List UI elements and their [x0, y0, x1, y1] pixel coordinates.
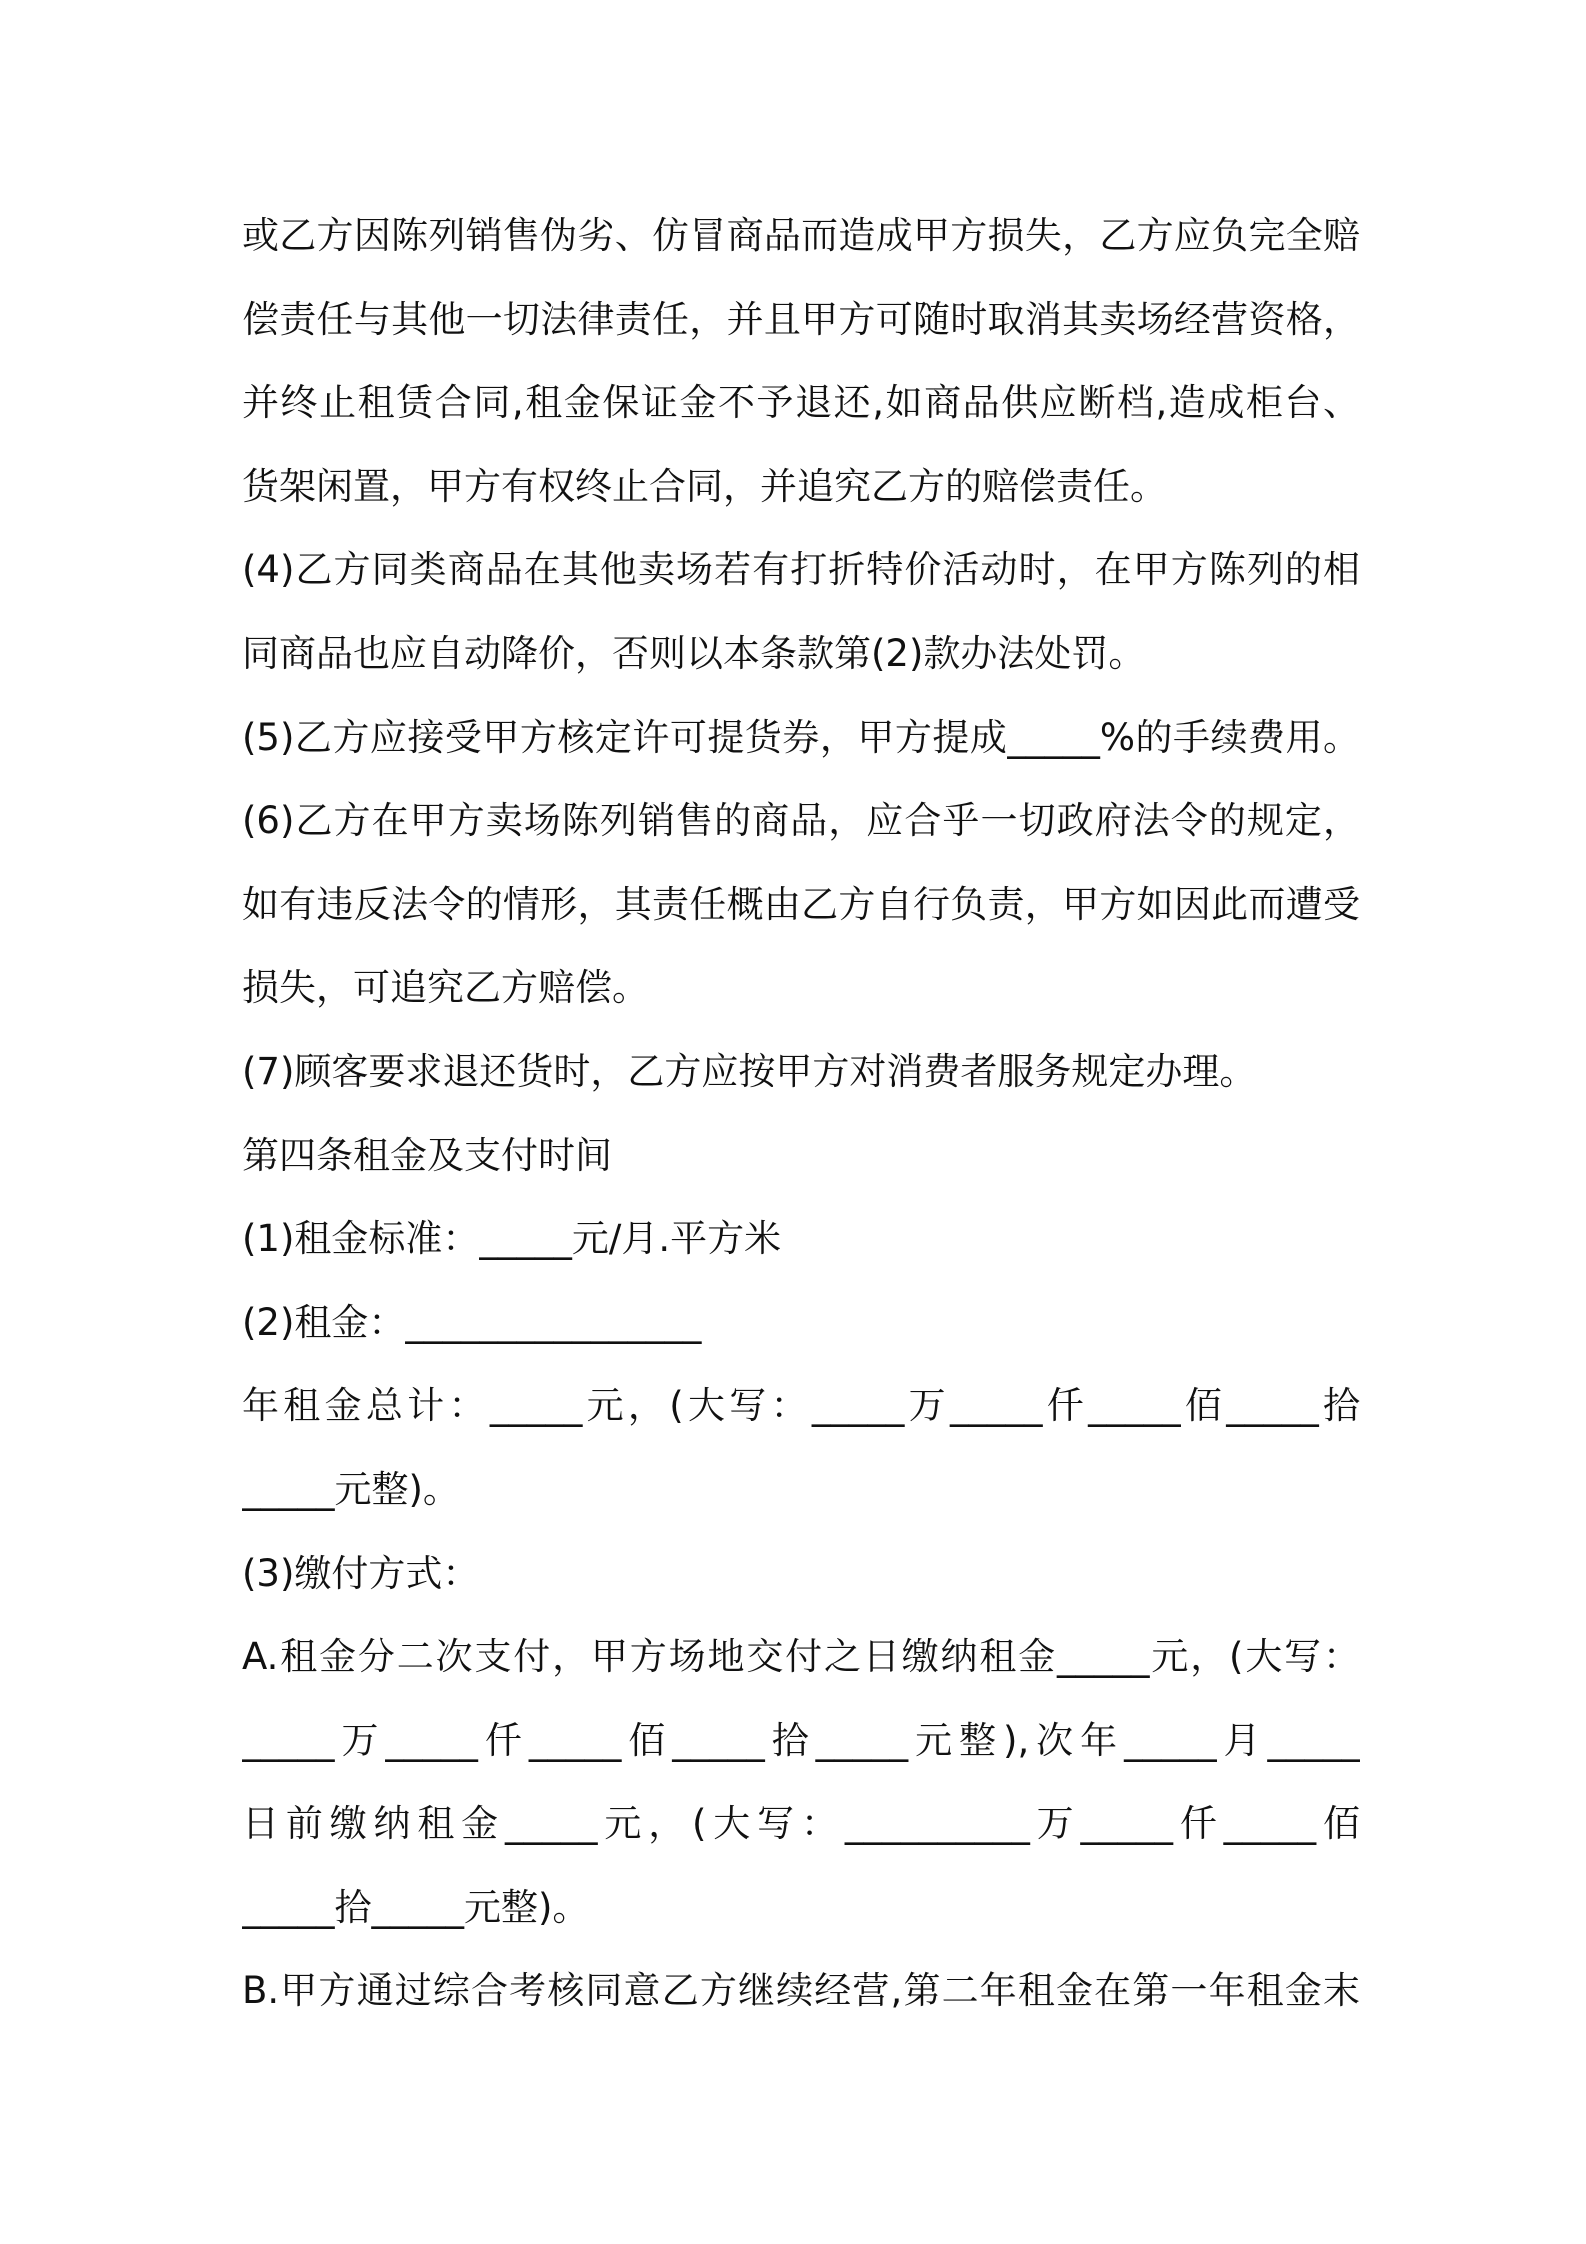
payment-option-a-line: 日前缴纳租金_____元，(大写：__________万_____仟_____佰 — [242, 1802, 1360, 1846]
payment-option-a-line: A.租金分二次支付，甲方场地交付之日缴纳租金_____元，(大写： — [242, 1635, 1360, 1679]
clause-4-line: 同商品也应自动降价，否则以本条款第(2)款办法处罚。 — [242, 631, 1146, 675]
clause-6-line: 如有违反法令的情形，其责任概由乙方自行负责，甲方如因此而遭受 — [242, 882, 1360, 926]
annual-rent-line: _____元整)。 — [242, 1467, 460, 1511]
paragraph-line: 货架闲置，甲方有权终止合同，并追究乙方的赔偿责任。 — [242, 464, 1167, 508]
clause-7-line: (7)顾客要求退还货时，乙方应按甲方对消费者服务规定办理。 — [242, 1049, 1257, 1093]
paragraph-line: 偿责任与其他一切法律责任，并且甲方可随时取消其卖场经营资格， — [242, 297, 1360, 341]
clause-5-line: (5)乙方应接受甲方核定许可提货券，甲方提成_____%的手续费用。 — [242, 715, 1360, 759]
payment-option-a-line: _____拾_____元整)。 — [242, 1885, 590, 1929]
clause-4-line: (4)乙方同类商品在其他卖场若有打折特价活动时，在甲方陈列的相 — [242, 548, 1360, 592]
clause-6-line: 损失，可追究乙方赔偿。 — [242, 966, 649, 1010]
paragraph-line: 并终止租赁合同,租金保证金不予退还,如商品供应断档,造成柜台、 — [242, 381, 1360, 425]
rent-line: (2)租金：________________ — [242, 1300, 702, 1344]
document-body — [242, 194, 1360, 2033]
payment-option-b-line: B.甲方通过综合考核同意乙方继续经营,第二年租金在第一年租金末 — [242, 1969, 1360, 2013]
payment-option-a-line: _____万_____仟_____佰_____拾_____元整),次年_____月_____ — [242, 1718, 1360, 1762]
clause-6-line: (6)乙方在甲方卖场陈列销售的商品，应合乎一切政府法令的规定， — [242, 799, 1360, 843]
paragraph-line: 或乙方因陈列销售伪劣、仿冒商品而造成甲方损失，乙方应负完全赔 — [242, 214, 1360, 257]
annual-rent-line: 年租金总计：_____元，(大写：_____万_____仟_____佰_____拾 — [242, 1384, 1360, 1428]
article-4-heading: 第四条租金及支付时间 — [242, 1133, 612, 1177]
rent-standard-line: (1)租金标准：_____元/月.平方米 — [242, 1217, 782, 1261]
payment-method-heading: (3)缴付方式： — [242, 1551, 480, 1595]
